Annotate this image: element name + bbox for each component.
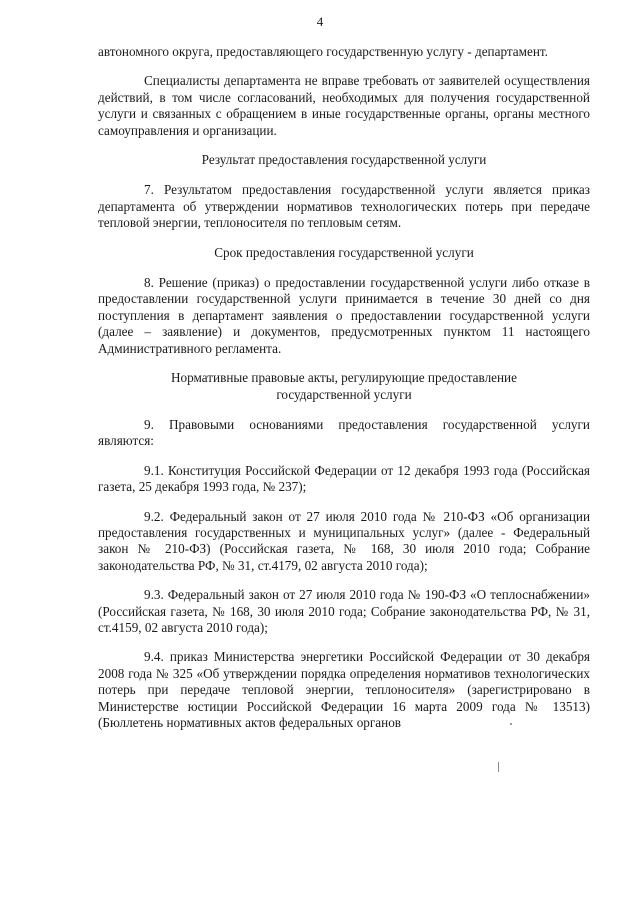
- heading-service-term: Срок предоставления государственной услуги: [214, 244, 474, 260]
- page-number: 4: [316, 14, 324, 29]
- scan-artifact-mark: [498, 762, 499, 772]
- paragraph-9-4: 9.4. приказ Министерства энергетики Российской Федерации от 30 декабря 2008 года № 325 «Об утверждении порядка определения нормативов технологических потерь при передаче тепловой энергии, теплоносителя» (зарегистрировано в Министерстве юстиции Российской Федерации 16 марта 2009 года № 13513) (Бюллетень нормативных актов федеральных органов: [98, 649, 590, 730]
- paragraph-9-3: 9.3. Федеральный закон от 27 июля 2010 года № 190-ФЗ «О теплоснабжении» (Российская газета, № 168, 30 июля 2010 года; Собрание законодательства РФ, № 31, ст.4159, 02 августа 2010 года);: [98, 587, 590, 635]
- scan-artifact-dot: [510, 723, 512, 725]
- paragraph-continuation: автономного округа, предоставляющего государственную услугу - департамент.: [98, 44, 548, 59]
- paragraph-specialists: Специалисты департамента не вправе требовать от заявителей осуществления действий, в том числе согласований, необходимых для получения государственной услуги и связанных с обращением в иные государственные органы, органы местного самоуправления и организации.: [98, 73, 590, 138]
- paragraph-8: 8. Решение (приказ) о предоставлении государственной услуги либо отказе в предоставлении государственной услуги принимается в течение 30 дней со дня поступления в департамент заявления о предоставлении государственной услуги (далее – заявление) и документов, предусмотренных пунктом 11 настоящего Административного регламента.: [98, 275, 590, 356]
- paragraph-9-2: 9.2. Федеральный закон от 27 июля 2010 года № 210-ФЗ «Об организации предоставления государственных и муниципальных услуг» (далее - Федеральный закон № 210-ФЗ) (Российская газета, № 168, 30 июля 2010 года; Собрание законодательства РФ, № 31, ст.4179, 02 августа 2010 года);: [98, 508, 590, 573]
- paragraph-9: 9. Правовыми основаниями предоставления государственной услуги являются:: [98, 416, 590, 449]
- heading-service-result: Результат предоставления государственной услуги: [201, 152, 487, 168]
- paragraph-9-1: 9.1. Конституция Российской Федерации от 12 декабря 1993 года (Российская газета, 25 декабря 1993 года, № 237);: [98, 462, 590, 495]
- paragraph-7: 7. Результатом предоставления государственной услуги является приказ департамента об утверждении нормативов технологических потерь при передаче тепловой энергии, теплоносителя по тепловым сетям.: [98, 182, 590, 231]
- heading-normative-acts-line-2: государственной услуги: [276, 386, 412, 402]
- heading-normative-acts: [98, 370, 590, 403]
- document-body: [98, 44, 590, 744]
- heading-normative-acts-line-1: Нормативные правовые акты, регулирующие предоставление: [171, 370, 517, 386]
